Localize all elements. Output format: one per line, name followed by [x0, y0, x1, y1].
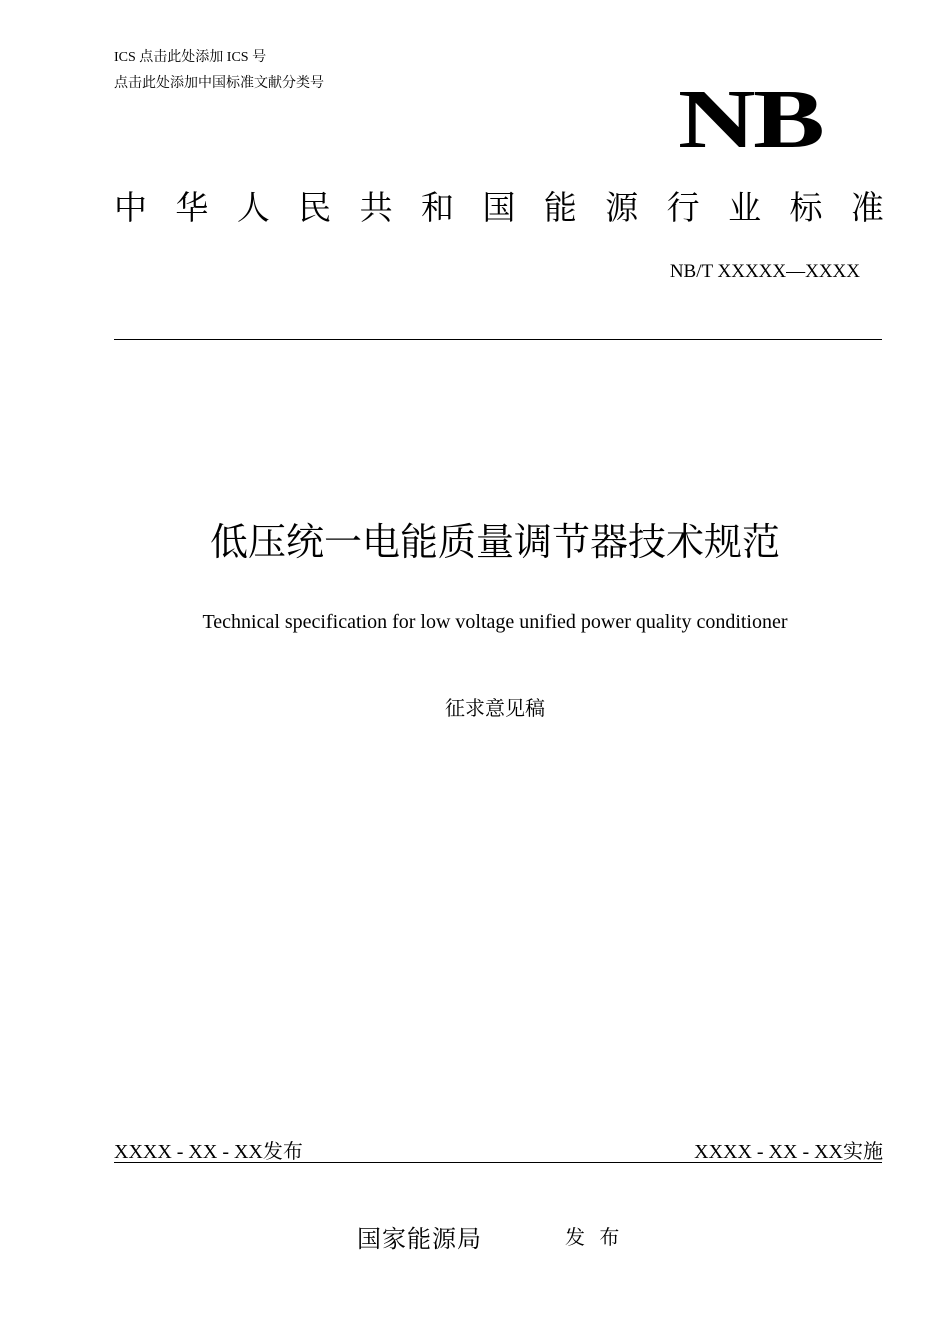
standard-heading: [114, 188, 884, 228]
heading-char: 华: [175, 188, 209, 227]
impl-date-value: XXXX - XX - XX: [694, 1141, 843, 1163]
heading-char: 人: [236, 188, 270, 227]
heading-char: 标: [789, 188, 823, 227]
heading-char: 中: [114, 188, 147, 227]
issue-date-value: XXXX - XX - XX: [114, 1141, 263, 1163]
draft-stage-label: 征求意见稿: [445, 696, 545, 720]
heading-char: 和: [421, 188, 455, 227]
heading-char: 准: [850, 188, 884, 227]
issue-date: [114, 1139, 303, 1164]
document-title-en: Technical specification for low voltage unified power quality conditioner: [202, 611, 788, 633]
heading-char: 业: [728, 188, 762, 227]
issue-label: 发布: [262, 1139, 303, 1163]
impl-label: 实施: [843, 1139, 883, 1163]
heading-char: 民: [298, 188, 332, 227]
heading-char: 行: [666, 188, 700, 227]
footer-divider: [114, 1162, 882, 1163]
document-title-cn: 低压统一电能质量调节器技术规范: [209, 520, 780, 564]
issue-verb: 发 布: [565, 1225, 624, 1249]
header-divider: [114, 339, 882, 340]
standard-number: NB/T XXXXX—XXXX: [669, 261, 860, 282]
heading-char: 能: [543, 188, 577, 227]
heading-char: 国: [482, 188, 516, 227]
issuing-authority: 国家能源局: [357, 1225, 482, 1253]
heading-char: 源: [605, 188, 639, 227]
ccs-classification: 点击此处添加中国标准文献分类号: [114, 75, 324, 91]
ics-number: ICS 点击此处添加 ICS 号: [114, 50, 267, 65]
nb-logo: NB: [678, 73, 823, 166]
implementation-date: [600, 1139, 883, 1164]
heading-char: 共: [359, 188, 393, 227]
